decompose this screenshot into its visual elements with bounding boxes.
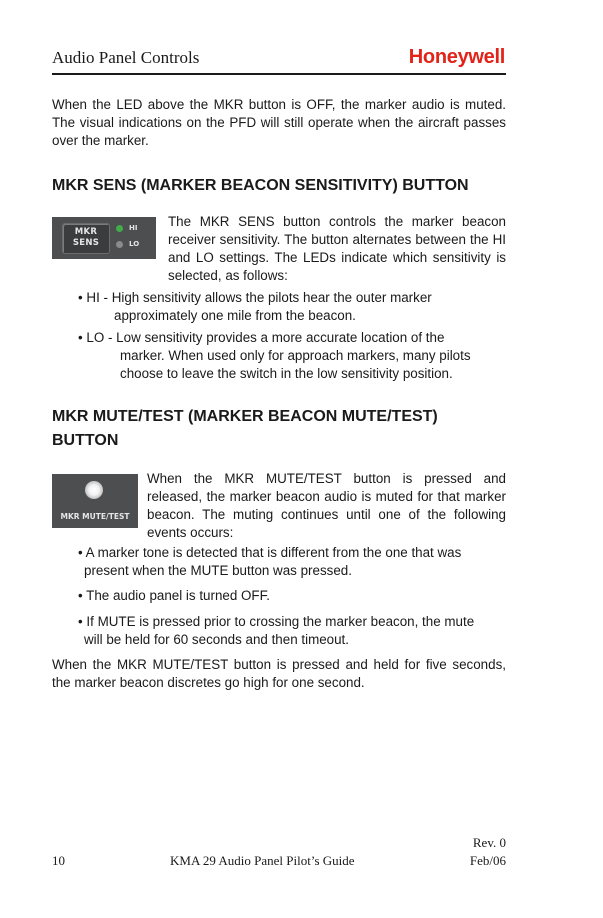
page-header-title: Audio Panel Controls [52, 48, 200, 67]
list-item: • If MUTE is pressed prior to crossing the marker beacon, the mute will be held for 60 seconds and then timeout. [78, 614, 475, 647]
list-item: • The audio panel is turned OFF. [78, 588, 271, 603]
list-item: • A marker tone is detected that is different from the one that was present when the MUTE button was pressed. [78, 545, 462, 578]
intro-paragraph: When the LED above the MKR button is OFF, the marker audio is muted. The visual indications on the PFD will still operate when the aircraft passes over the marker. [52, 97, 506, 148]
hi-led-icon [116, 225, 123, 232]
header-rule [52, 73, 506, 75]
list-item: • HI - High sensitivity allows the pilots hear the outer marker approximately one mile from the beacon. [78, 290, 432, 323]
guide-title: KMA 29 Audio Panel Pilot’s Guide [170, 853, 355, 868]
mkr-mute-button-label: MKR MUTE/TEST [60, 512, 130, 521]
hi-led-label: HI [129, 224, 138, 232]
mute-indicator-light-icon [85, 481, 103, 499]
closing-paragraph: When the MKR MUTE/TEST button is pressed and held for five seconds, the marker beacon discretes go high for one second. [52, 657, 506, 690]
list-item: • LO - Low sensitivity provides a more accurate location of the marker. When used only for approach markers, many pilots choose to leave the switch in the low sensitivity position. [78, 330, 471, 381]
lo-led-icon [116, 241, 123, 248]
revision-label: Rev. 0 [472, 835, 506, 850]
mkr-sens-button [62, 223, 110, 254]
honeywell-logo: Honeywell [408, 46, 505, 68]
lo-led-label: LO [129, 240, 140, 248]
mkr-mute-description: When the MKR MUTE/TEST button is pressed and released, the marker beacon audio is muted for that marker beacon. The muting continues until one of the following events occurs: [147, 471, 506, 540]
mkr-sens-button-label-2: SENS [72, 238, 100, 248]
revision-date: Feb/06 [469, 853, 506, 868]
page-number: 10 [52, 853, 65, 868]
mkr-mute-heading: MKR MUTE/TEST (MARKER BEACON MUTE/TEST) BUTTON [52, 408, 438, 449]
mkr-sens-button-image [52, 217, 156, 259]
mkr-mute-button-image [52, 474, 138, 528]
mkr-sens-button-label-1: MKR [74, 227, 98, 237]
mkr-sens-description: The MKR SENS button controls the marker beacon receiver sensitivity. The button alternates between the HI and LO settings. The LEDs indicate which sensitivity is selected, as follows: [168, 214, 506, 283]
mkr-sens-heading: MKR SENS (MARKER BEACON SENSITIVITY) BUTTON [52, 177, 469, 194]
